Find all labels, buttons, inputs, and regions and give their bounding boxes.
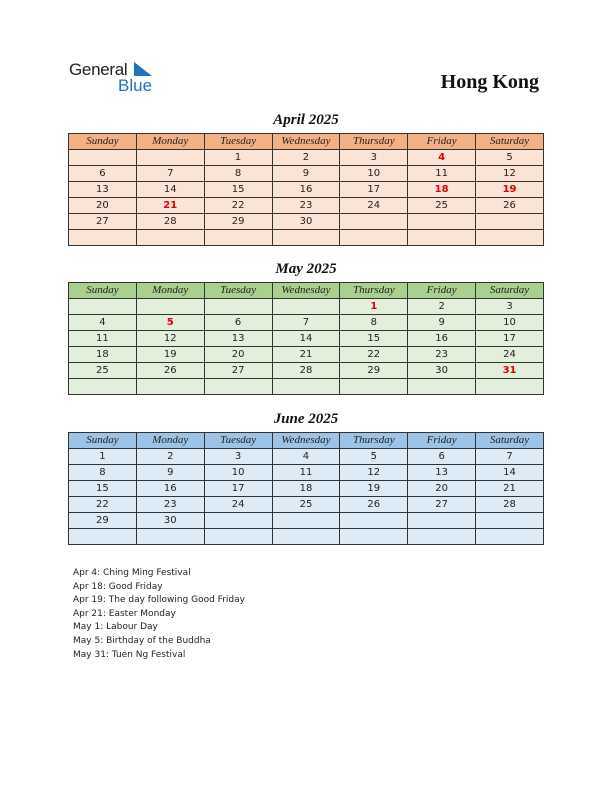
empty-cell <box>476 529 544 545</box>
week-row <box>69 513 544 529</box>
week-row <box>69 214 544 230</box>
day-cell: 4 <box>69 315 137 331</box>
empty-cell <box>408 379 476 395</box>
week-row <box>69 331 544 347</box>
holiday-day-cell: 4 <box>408 150 476 166</box>
empty-cell <box>69 299 137 315</box>
day-cell: 6 <box>69 166 137 182</box>
weekday-header: Thursday <box>340 433 408 449</box>
empty-cell <box>476 513 544 529</box>
empty-cell <box>272 529 340 545</box>
day-cell: 12 <box>136 331 204 347</box>
logo-flag-icon <box>134 62 152 76</box>
day-cell: 13 <box>204 331 272 347</box>
day-cell: 21 <box>476 481 544 497</box>
day-cell: 4 <box>272 449 340 465</box>
week-row <box>69 150 544 166</box>
week-row <box>69 315 544 331</box>
holiday-day-cell: 21 <box>136 198 204 214</box>
day-cell: 11 <box>69 331 137 347</box>
day-cell: 24 <box>204 497 272 513</box>
day-cell: 24 <box>476 347 544 363</box>
day-cell: 9 <box>408 315 476 331</box>
day-cell: 26 <box>136 363 204 379</box>
day-cell: 25 <box>272 497 340 513</box>
day-cell: 5 <box>340 449 408 465</box>
day-cell: 2 <box>408 299 476 315</box>
day-cell: 30 <box>272 214 340 230</box>
empty-cell <box>408 529 476 545</box>
empty-cell <box>408 513 476 529</box>
day-cell: 28 <box>136 214 204 230</box>
week-row <box>69 230 544 246</box>
day-cell: 2 <box>272 150 340 166</box>
week-row <box>69 363 544 379</box>
empty-cell <box>204 299 272 315</box>
empty-cell <box>136 150 204 166</box>
empty-cell <box>476 214 544 230</box>
holiday-day-cell: 31 <box>476 363 544 379</box>
day-cell: 10 <box>476 315 544 331</box>
day-cell: 27 <box>408 497 476 513</box>
empty-cell <box>340 513 408 529</box>
day-cell: 17 <box>340 182 408 198</box>
day-cell: 3 <box>476 299 544 315</box>
week-row <box>69 299 544 315</box>
day-cell: 8 <box>204 166 272 182</box>
day-cell: 19 <box>136 347 204 363</box>
day-cell: 7 <box>272 315 340 331</box>
holiday-list <box>73 567 245 662</box>
calendar-body <box>69 150 544 246</box>
day-cell: 22 <box>69 497 137 513</box>
empty-cell <box>69 150 137 166</box>
day-cell: 16 <box>136 481 204 497</box>
empty-cell <box>340 379 408 395</box>
empty-cell <box>69 379 137 395</box>
holiday-item: May 31: Tuen Ng Festival <box>73 649 186 660</box>
day-cell: 30 <box>136 513 204 529</box>
weekday-header: Saturday <box>476 134 544 150</box>
month-title-april: April 2025 <box>273 112 339 128</box>
day-cell: 18 <box>69 347 137 363</box>
day-cell: 29 <box>204 214 272 230</box>
day-cell: 21 <box>272 347 340 363</box>
day-cell: 11 <box>272 465 340 481</box>
holiday-item: Apr 18: Good Friday <box>73 581 163 592</box>
week-row <box>69 182 544 198</box>
day-cell: 11 <box>408 166 476 182</box>
empty-cell <box>136 230 204 246</box>
day-cell: 23 <box>272 198 340 214</box>
day-cell: 8 <box>340 315 408 331</box>
week-row <box>69 379 544 395</box>
empty-cell <box>204 230 272 246</box>
holiday-item: May 5: Birthday of the Buddha <box>73 635 211 646</box>
weekday-header: Sunday <box>69 134 137 150</box>
holiday-day-cell: 18 <box>408 182 476 198</box>
weekday-header: Monday <box>136 433 204 449</box>
weekday-header: Wednesday <box>272 134 340 150</box>
day-cell: 23 <box>136 497 204 513</box>
weekday-header: Saturday <box>476 283 544 299</box>
day-cell: 1 <box>69 449 137 465</box>
calendar-body <box>69 299 544 395</box>
holiday-day-cell: 1 <box>340 299 408 315</box>
day-cell: 15 <box>69 481 137 497</box>
empty-cell <box>272 513 340 529</box>
empty-cell <box>476 379 544 395</box>
day-cell: 6 <box>408 449 476 465</box>
day-cell: 1 <box>204 150 272 166</box>
logo-word-blue: Blue <box>118 76 153 95</box>
day-cell: 3 <box>340 150 408 166</box>
weekday-header: Friday <box>408 433 476 449</box>
calendar-june <box>68 432 544 545</box>
day-cell: 27 <box>204 363 272 379</box>
week-row <box>69 347 544 363</box>
holiday-item: May 1: Labour Day <box>73 622 158 633</box>
day-cell: 7 <box>476 449 544 465</box>
holiday-item: Apr 19: The day following Good Friday <box>73 595 245 606</box>
day-cell: 12 <box>340 465 408 481</box>
day-cell: 9 <box>136 465 204 481</box>
day-cell: 20 <box>69 198 137 214</box>
day-cell: 14 <box>272 331 340 347</box>
week-row <box>69 198 544 214</box>
day-cell: 2 <box>136 449 204 465</box>
weekday-header: Tuesday <box>204 283 272 299</box>
day-cell: 13 <box>69 182 137 198</box>
empty-cell <box>204 529 272 545</box>
week-row <box>69 465 544 481</box>
day-cell: 10 <box>204 465 272 481</box>
day-cell: 10 <box>340 166 408 182</box>
weekday-header: Wednesday <box>272 283 340 299</box>
day-cell: 18 <box>272 481 340 497</box>
day-cell: 16 <box>408 331 476 347</box>
empty-cell <box>204 513 272 529</box>
empty-cell <box>272 230 340 246</box>
weekday-header: Monday <box>136 134 204 150</box>
empty-cell <box>340 230 408 246</box>
day-cell: 25 <box>69 363 137 379</box>
holiday-item: Apr 21: Easter Monday <box>73 608 176 619</box>
weekday-header: Tuesday <box>204 134 272 150</box>
day-cell: 5 <box>476 150 544 166</box>
day-cell: 14 <box>476 465 544 481</box>
week-row <box>69 529 544 545</box>
weekday-header-row <box>69 283 544 299</box>
weekday-header: Sunday <box>69 283 137 299</box>
empty-cell <box>340 214 408 230</box>
day-cell: 19 <box>340 481 408 497</box>
day-cell: 26 <box>476 198 544 214</box>
day-cell: 30 <box>408 363 476 379</box>
calendar-body <box>69 449 544 545</box>
weekday-header: Friday <box>408 283 476 299</box>
weekday-header: Friday <box>408 134 476 150</box>
day-cell: 27 <box>69 214 137 230</box>
weekday-header-row <box>69 134 544 150</box>
empty-cell <box>69 529 137 545</box>
day-cell: 20 <box>204 347 272 363</box>
weekday-header: Wednesday <box>272 433 340 449</box>
empty-cell <box>136 379 204 395</box>
day-cell: 9 <box>272 166 340 182</box>
empty-cell <box>340 529 408 545</box>
empty-cell <box>136 529 204 545</box>
day-cell: 29 <box>340 363 408 379</box>
week-row <box>69 449 544 465</box>
day-cell: 17 <box>204 481 272 497</box>
empty-cell <box>272 379 340 395</box>
day-cell: 25 <box>408 198 476 214</box>
weekday-header: Tuesday <box>204 433 272 449</box>
empty-cell <box>69 230 137 246</box>
holiday-day-cell: 5 <box>136 315 204 331</box>
empty-cell <box>476 230 544 246</box>
weekday-header-row <box>69 433 544 449</box>
day-cell: 20 <box>408 481 476 497</box>
weekday-header: Sunday <box>69 433 137 449</box>
holiday-item: Apr 4: Ching Ming Festival <box>73 568 191 578</box>
weekday-header: Thursday <box>340 134 408 150</box>
day-cell: 16 <box>272 182 340 198</box>
calendar-may <box>68 282 544 395</box>
weekday-header: Saturday <box>476 433 544 449</box>
week-row <box>69 497 544 513</box>
day-cell: 12 <box>476 166 544 182</box>
empty-cell <box>408 230 476 246</box>
logo-word-general: General <box>69 60 128 79</box>
day-cell: 6 <box>204 315 272 331</box>
empty-cell <box>408 214 476 230</box>
weekday-header: Thursday <box>340 283 408 299</box>
month-title-may: May 2025 <box>275 261 337 277</box>
empty-cell <box>204 379 272 395</box>
generalblue-logo <box>69 60 169 96</box>
day-cell: 7 <box>136 166 204 182</box>
day-cell: 14 <box>136 182 204 198</box>
day-cell: 29 <box>69 513 137 529</box>
month-title-june: June 2025 <box>273 411 339 427</box>
day-cell: 3 <box>204 449 272 465</box>
country-title: Hong Kong <box>440 71 539 93</box>
week-row <box>69 481 544 497</box>
day-cell: 28 <box>476 497 544 513</box>
day-cell: 28 <box>272 363 340 379</box>
weekday-header: Monday <box>136 283 204 299</box>
holiday-day-cell: 19 <box>476 182 544 198</box>
day-cell: 22 <box>340 347 408 363</box>
week-row <box>69 166 544 182</box>
day-cell: 26 <box>340 497 408 513</box>
day-cell: 15 <box>204 182 272 198</box>
day-cell: 23 <box>408 347 476 363</box>
calendar-april <box>68 133 544 246</box>
day-cell: 22 <box>204 198 272 214</box>
day-cell: 15 <box>340 331 408 347</box>
day-cell: 13 <box>408 465 476 481</box>
empty-cell <box>272 299 340 315</box>
empty-cell <box>136 299 204 315</box>
day-cell: 8 <box>69 465 137 481</box>
day-cell: 24 <box>340 198 408 214</box>
day-cell: 17 <box>476 331 544 347</box>
